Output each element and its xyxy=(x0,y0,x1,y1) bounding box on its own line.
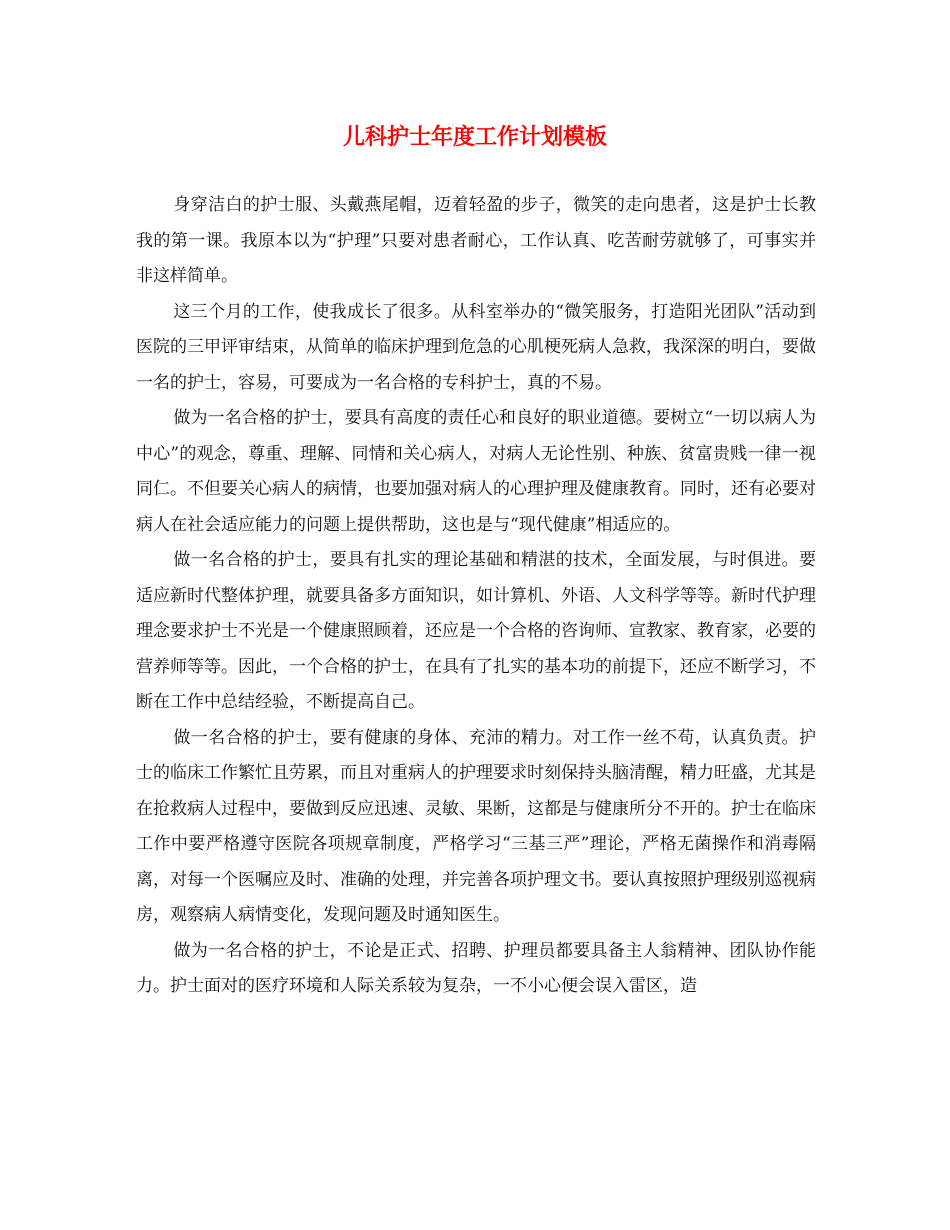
paragraph-4: 做一名合格的护士，要具有扎实的理论基础和精湛的技术，全面发展，与时俱进。要适应新时代整体护理，就要具备多方面知识，如计算机、外语、人文科学等等。新时代护理理念要求护士不光是一个健康照顾着，还应是一个合格的咨询师、宣教家、教育家，必要的营养师等等。因此，一个合格的护士，在具有了扎实的基本功的前提下，还应不断学习，不断在工作中总结经验，不断提高自己。 xyxy=(136,550,816,712)
paragraph-6: 做为一名合格的护士，不论是正式、招聘、护理员都要具备主人翁精神、团队协作能力。护士面对的医疗环境和人际关系较为复杂，一不小心便会误入雷区，造 xyxy=(136,940,816,996)
document-title: 儿科护士年度工作计划模板 xyxy=(342,124,607,150)
document-body xyxy=(136,188,816,1005)
paragraph-1: 身穿洁白的护士服、头戴燕尾帽，迈着轻盈的步子，微笑的走向患者，这是护士长教我的第一课。我原本以为“护理”只要对患者耐心，工作认真、吃苦耐劳就够了，可事实并非这样简单。 xyxy=(136,195,816,286)
paragraph-2: 这三个月的工作，使我成长了很多。从科室举办的“微笑服务，打造阳光团队”活动到医院的三甲评审结束，从简单的临床护理到危急的心肌梗死病人急救，我深深的明白，要做一名的护士，容易，可要成为一名合格的专科护士，真的不易。 xyxy=(136,301,816,393)
paragraph-5: 做一名合格的护士，要有健康的身体、充沛的精力。对工作一丝不苟，认真负责。护士的临床工作繁忙且劳累，而且对重病人的护理要求时刻保持头脑清醒，精力旺盛，尤其是在抢救病人过程中，要做到反应迅速、灵敏、果断，这都是与健康所分不开的。护士在临床工作中要严格遵守医院各项规章制度，严格学习“三基三严”理论，严格无菌操作和消毒隔离，对每一个医嘱应及时、准确的处理，并完善各项护理文书。要认真按照护理级别巡视病房，观察病人病情变化，发现问题及时通知医生。 xyxy=(136,727,816,925)
paragraph-3: 做为一名合格的护士，要具有高度的责任心和良好的职业道德。要树立“一切以病人为中心”的观念，尊重、理解、同情和关心病人，对病人无论性别、种族、贫富贵贱一律一视同仁。不但要关心病人的病情，也要加强对病人的心理护理及健康教育。同时，还有必要对病人在社会适应能力的问题上提供帮助，这也是与“现代健康”相适应的。 xyxy=(136,408,816,535)
